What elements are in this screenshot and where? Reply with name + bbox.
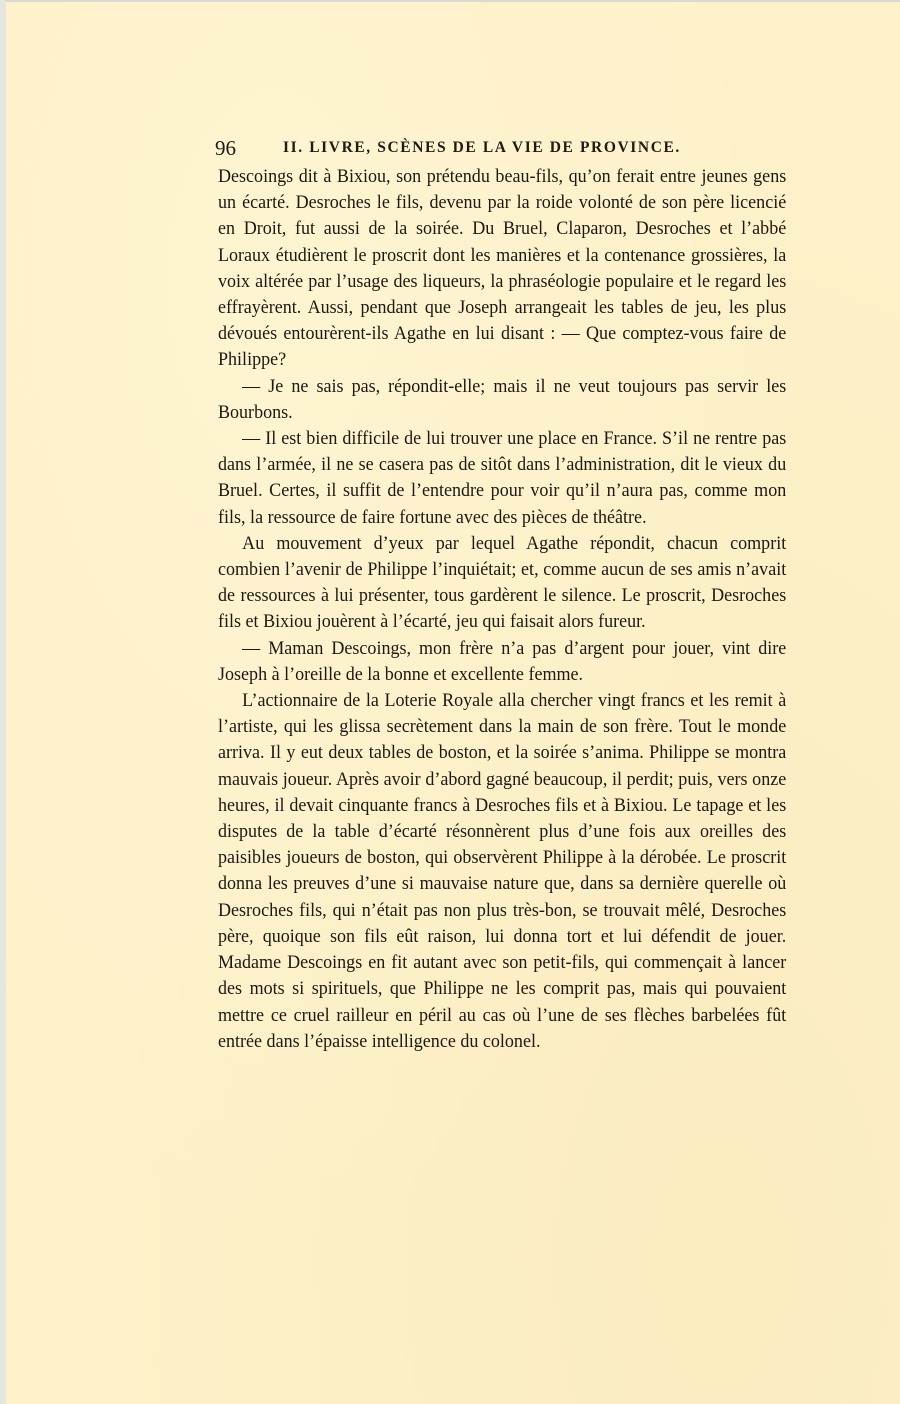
paragraph: — Maman Descoings, mon frère n’a pas d’argent pour jouer, vint dire Joseph à l’oreille de la bonne et excellente femme. [218, 637, 787, 685]
running-title: II. LIVRE, SCÈNES DE LA VIE DE PROVINCE. [283, 139, 681, 156]
page-header [215, 136, 715, 164]
paragraph: L’actionnaire de la Loterie Royale alla chercher vingt francs et les remit à l’artiste, qui les glissa secrètement dans la main de son frère. Tout le monde arriva. Il y eut deux tables de boston, et la soirée s’anima. Philippe se montra mauvais joueur. Après avoir d’abord gagné beaucoup, il perdit; puis, vers onze heures, il devait cinquante francs à Desroches fils et à Bixiou. Le tapage et les disputes de la table d’écarté résonnèrent plus d’une fois aux oreilles des paisibles joueurs de boston, qui observèrent Philippe à la dérobée. Le proscrit donna les preuves d’une si mauvaise nature que, dans sa dernière querelle où Desroches fils, qui n’était pas non plus très-bon, se trouvait mêlé, Desroches père, quoique son fils eût raison, lui donna tort et lui défendit de jouer. Madame Descoings en fit autant avec son petit-fils, qui commençait à lancer des mots si spirituels, que Philippe ne les comprit pas, mais qui pouvaient mettre ce cruel railleur en péril au cas où l’une de ses flèches barbelées fût entrée dans l’épaisse intelligence du colonel. [218, 690, 787, 1052]
paragraph: — Je ne sais pas, répondit-elle; mais il ne veut toujours pas servir les Bourbons. [218, 375, 787, 423]
page-number: 96 [215, 136, 236, 160]
paragraph: Descoings dit à Bixiou, son prétendu beau-fils, qu’on ferait entre jeunes gens un écarté. Desroches le fils, devenu par la roide volonté de son père licencié en Droit, fut aussi de la soirée. Du Bruel, Claparon, Desroches et l’abbé Loraux étudièrent le proscrit dont les manières et la contenance grossières, la voix altérée par l’usage des liqueurs, la phraséologie populaire et le regard les effrayèrent. Aussi, pendant que Joseph arrangeait les tables de jeu, les plus dévoués entourèrent-ils Agathe en lui disant : — Que comptez-vous faire de Philippe? [218, 166, 787, 371]
paragraph: — Il est bien difficile de lui trouver une place en France. S’il ne rentre pas dans l’armée, il ne se casera pas de sitôt dans l’administration, dit le vieux du Bruel. Certes, il suffit de l’entendre pour voir qu’il n’aura pas, comme mon fils, la ressource de faire fortune avec des pièces de théâtre. [218, 428, 787, 528]
paragraph: Au mouvement d’yeux par lequel Agathe répondit, chacun comprit combien l’avenir de Philippe l’inquiétait; et, comme aucun de ses amis n’avait de ressources à lui présenter, tous gardèrent le silence. Le proscrit, Desroches fils et Bixiou jouèrent à l’écarté, jeu qui faisait alors fureur. [218, 532, 787, 633]
body-text [218, 164, 787, 1055]
